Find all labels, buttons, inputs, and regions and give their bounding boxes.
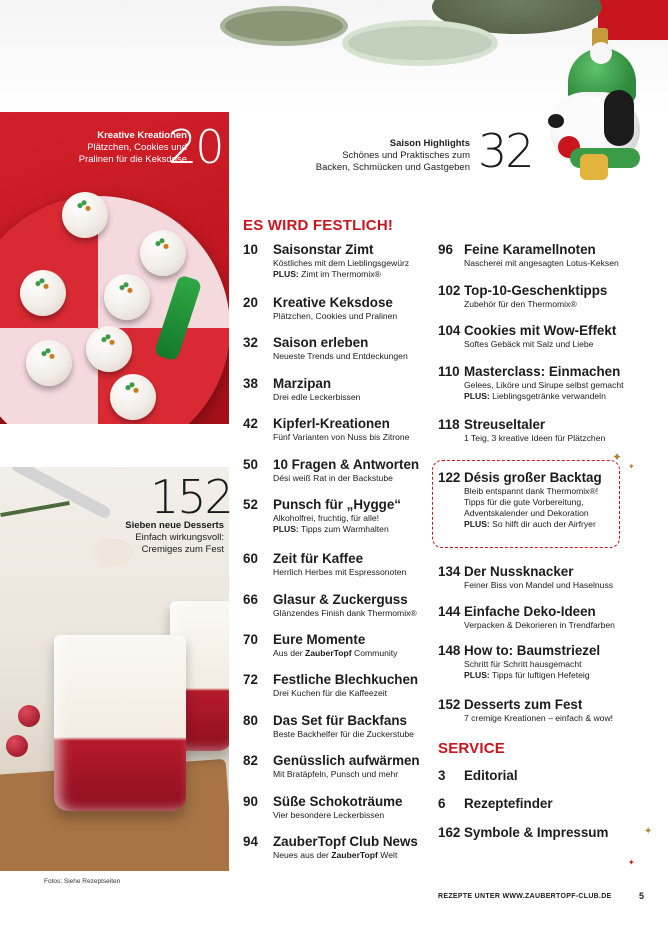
toc-text: Lieblingsgetränke verwandeln	[489, 391, 606, 401]
toc-entry-title: Saisonstar Zimt	[273, 242, 374, 257]
toc-text: Nascherei mit angesagten Lotus-Keksen	[464, 258, 619, 268]
toc-entry-description	[243, 567, 443, 578]
toc-page-number: 162	[438, 825, 461, 840]
toc-emphasis: ZauberTopf	[305, 648, 352, 658]
toc-entry-description	[243, 269, 443, 280]
toc-text: Tipps für luftigen Hefeteig	[489, 670, 590, 680]
toc-text: Drei edle Leckerbissen	[273, 392, 361, 402]
toc-entry-heading	[438, 825, 638, 841]
toc-page-number: 90	[243, 794, 258, 809]
toc-text: Alkoholfrei, fruchtig, für alle!	[273, 513, 380, 523]
toc-entry-description	[243, 688, 443, 699]
toc-text: 1 Teig, 3 kreative Ideen für Plätzchen	[464, 433, 606, 443]
toc-entry[interactable]	[438, 364, 638, 402]
photo-caption	[120, 520, 224, 556]
dessert-page-number[interactable]: 152	[150, 470, 232, 524]
toc-page-number: 122	[438, 470, 461, 485]
toc-entry-title: Glasur & Zuckerguss	[273, 592, 408, 607]
caption-line: Plätzchen, Cookies und	[87, 142, 187, 153]
toc-entry-description	[243, 258, 443, 269]
star-icon: ✦	[644, 826, 653, 837]
toc-page-number: 110	[438, 364, 460, 379]
toc-entry-title: Kreative Keksdose	[273, 295, 393, 310]
toc-text: Beste Backhelfer für die Zuckerstube	[273, 729, 414, 739]
toc-entry-description	[438, 659, 638, 670]
photo-page-number[interactable]: 20	[168, 120, 223, 174]
green-bowl-image	[220, 6, 348, 46]
toc-entry-heading	[438, 283, 638, 299]
cherry-image	[18, 705, 40, 727]
toc-emphasis: PLUS:	[273, 269, 299, 279]
toc-text: Bleib entspannt dank Thermomix®!	[464, 486, 599, 496]
section-title: SERVICE	[438, 740, 505, 757]
toc-entry[interactable]	[438, 643, 638, 681]
toc-entry-title: Festliche Blechkuchen	[273, 672, 419, 687]
mint-bowl-image	[342, 20, 498, 66]
toc-entry-description	[438, 391, 638, 402]
toc-text: Fünf Varianten von Nuss bis Zitrone	[273, 432, 410, 442]
toc-entry[interactable]	[438, 768, 638, 784]
toc-entry-title: Masterclass: Einmachen	[464, 364, 621, 379]
toc-page-number: 102	[438, 283, 461, 298]
toc-page-number: 6	[438, 796, 446, 811]
toc-entry-heading	[243, 242, 443, 258]
toc-entry[interactable]	[243, 713, 443, 740]
toc-entry[interactable]	[243, 295, 443, 322]
toc-entry[interactable]	[243, 376, 443, 403]
toc-text: Softes Gebäck mit Salz und Liebe	[464, 339, 594, 349]
toc-entry-heading	[438, 768, 638, 784]
toc-entry-description	[243, 648, 443, 659]
toc-text: Drei Kuchen für die Kaffeezeit	[273, 688, 388, 698]
toc-entry-heading	[438, 417, 638, 433]
toc-entry-title: Saison erleben	[273, 335, 369, 350]
toc-entry[interactable]	[438, 796, 638, 812]
toc-entry-heading	[438, 564, 638, 580]
toc-page-number: 70	[243, 632, 258, 647]
toc-page-number: 38	[243, 376, 258, 391]
toc-entry[interactable]	[243, 672, 443, 699]
toc-text: Community	[351, 648, 398, 658]
toc-entry-description	[438, 299, 638, 310]
toc-entry-title: Feine Karamellnoten	[464, 242, 596, 257]
toc-page-number: 152	[438, 697, 461, 712]
caption-line: Pralinen für die Keksdose	[78, 154, 187, 165]
toc-text: Zubehör für den Thermomix®	[464, 299, 577, 309]
toc-entry[interactable]	[243, 753, 443, 780]
praline-image	[86, 326, 132, 372]
praline-image	[20, 270, 66, 316]
toc-entry-heading	[438, 643, 638, 659]
toc-text: Gelees, Liköre und Sirupe selbst gemacht	[464, 380, 624, 390]
toc-entry-heading	[243, 376, 443, 392]
toc-entry[interactable]	[243, 632, 443, 659]
toc-page-number: 148	[438, 643, 461, 658]
star-icon: ✦	[628, 462, 635, 471]
toc-emphasis: PLUS:	[464, 519, 490, 529]
toc-entry-description	[243, 432, 443, 443]
toc-entry-description	[243, 473, 443, 484]
toc-entry-heading	[243, 713, 443, 729]
snoopy-ornament-image	[530, 28, 658, 186]
toc-text: Plätzchen, Cookies und Pralinen	[273, 311, 398, 321]
toc-text: Köstliches mit dem Lieblingsgewürz	[273, 258, 410, 268]
toc-page-number: 50	[243, 457, 258, 472]
toc-entry-title: Einfache Deko-Ideen	[464, 604, 596, 619]
toc-text: Neueste Trends und Entdeckungen	[273, 351, 408, 361]
toc-entry[interactable]	[243, 834, 443, 861]
toc-emphasis: ZauberTopf	[331, 850, 378, 860]
toc-text: Glänzendes Finish dank Thermomix®	[273, 608, 417, 618]
page-number: 5	[639, 891, 645, 901]
toc-page-number: 72	[243, 672, 258, 687]
toc-entry[interactable]	[243, 242, 443, 280]
caption-line: Backen, Schmücken und Gastgeben	[315, 162, 470, 173]
toc-entry-heading	[438, 604, 638, 620]
toc-entry-title: Eure Momente	[273, 632, 366, 647]
toc-entry-heading	[243, 794, 443, 810]
toc-page-number: 80	[243, 713, 258, 728]
toc-entry-title: Top-10-Geschenktipps	[464, 283, 608, 298]
toc-entry-description	[438, 258, 638, 269]
toc-text: Aus der	[273, 648, 306, 658]
footer-url[interactable]: REZEPTE UNTER WWW.ZAUBERTOPF-CLUB.DE	[438, 893, 612, 900]
fir-branch-image	[0, 501, 70, 517]
toc-text: Welt	[377, 850, 398, 860]
cherry-image	[6, 735, 28, 757]
toc-entry[interactable]	[243, 457, 443, 484]
star-icon: ✦	[612, 450, 623, 464]
toc-entry-description	[438, 620, 638, 631]
toc-entry-heading	[243, 295, 443, 311]
toc-entry[interactable]	[438, 283, 638, 310]
toc-entry-heading	[243, 753, 443, 769]
toc-entry[interactable]	[438, 825, 638, 841]
toc-entry-heading	[243, 632, 443, 648]
caption-line: Schönes und Praktisches zum	[342, 150, 470, 161]
caption-line: Cremiges zum Fest	[141, 544, 224, 555]
toc-entry-description	[243, 513, 443, 524]
toc-entry-heading	[243, 672, 443, 688]
toc-entry-heading	[438, 364, 638, 380]
toc-page-number: 104	[438, 323, 461, 338]
toc-page-number: 82	[243, 753, 258, 768]
photo-credit: Fotos: Siehe Rezeptseiten	[44, 878, 121, 885]
toc-entry-title: Genüsslich aufwärmen	[273, 753, 420, 768]
caption-title: Kreative Kreationen	[97, 130, 187, 141]
toc-text: Tipps zum Warmhalten	[298, 524, 389, 534]
toc-page-number: 60	[243, 551, 258, 566]
toc-entry-title: ZauberTopf Club News	[273, 834, 418, 849]
toc-entry-heading	[243, 457, 443, 473]
toc-entry[interactable]	[243, 497, 443, 535]
toc-text: Tipps für die gute Vorbereitung,	[464, 497, 584, 507]
toc-entry[interactable]	[438, 417, 638, 444]
toc-emphasis: PLUS:	[464, 391, 490, 401]
toc-entry[interactable]	[243, 551, 443, 578]
toc-text: Schritt für Schritt hausgemacht	[464, 659, 582, 669]
toc-entry-heading	[243, 497, 443, 513]
toc-page-number: 32	[243, 335, 258, 350]
dessert-glass-image	[54, 635, 186, 811]
toc-text: Zimt im Thermomix®	[298, 269, 381, 279]
toc-entry-heading	[243, 335, 443, 351]
toc-page-number: 3	[438, 768, 446, 783]
toc-text: Dési weiß Rat in der Backstube	[273, 473, 393, 483]
toc-page-number: 94	[243, 834, 258, 849]
toc-text: Herrlich Herbes mit Espressonoten	[273, 567, 407, 577]
toc-entry-heading	[438, 323, 638, 339]
toc-entry-heading	[438, 242, 638, 258]
toc-entry-title: 10 Fragen & Antworten	[273, 457, 420, 472]
toc-text: Mit Bratäpfeln, Punsch und mehr	[273, 769, 399, 779]
saison-highlights-caption	[300, 138, 470, 174]
toc-page-number: 20	[243, 295, 258, 310]
toc-entry[interactable]	[438, 242, 638, 269]
star-icon: ✦	[628, 858, 635, 867]
toc-page-number: 52	[243, 497, 258, 512]
toc-entry-heading	[243, 834, 443, 850]
toc-entry-description	[243, 729, 443, 740]
toc-entry[interactable]	[243, 592, 443, 619]
cookie-plate-photo	[0, 112, 229, 424]
toc-entry-description	[438, 339, 638, 350]
toc-entry-title: Cookies mit Wow-Effekt	[464, 323, 617, 338]
caption-line: Einfach wirkungsvoll:	[135, 532, 224, 543]
toc-page-number: 134	[438, 564, 461, 579]
toc-text: Vier besondere Leckerbissen	[273, 810, 385, 820]
toc-entry-title: How to: Baumstriezel	[464, 643, 601, 658]
toc-entry-title: Das Set für Backfans	[273, 713, 407, 728]
toc-entry-title: Symbole & Impressum	[464, 825, 609, 840]
toc-entry-title: Désis großer Backtag	[464, 470, 602, 485]
praline-image	[110, 374, 156, 420]
highlight-dashed-box	[432, 460, 620, 548]
toc-entry-title: Rezeptefinder	[464, 796, 553, 811]
toc-entry-description	[438, 580, 638, 591]
toc-entry-title: Zeit für Kaffee	[273, 551, 364, 566]
toc-text: Neues aus der	[273, 850, 332, 860]
toc-entry-description	[243, 608, 443, 619]
praline-image	[62, 192, 108, 238]
toc-page-number: 42	[243, 416, 258, 431]
toc-entry[interactable]	[438, 604, 638, 631]
toc-page-number: 96	[438, 242, 453, 257]
caption-title: Saison Highlights	[389, 138, 470, 149]
toc-page-number: 144	[438, 604, 461, 619]
toc-entry[interactable]	[438, 564, 638, 591]
toc-emphasis: PLUS:	[464, 670, 490, 680]
praline-image	[26, 340, 72, 386]
toc-entry-description	[438, 433, 638, 444]
toc-page-number: 10	[243, 242, 258, 257]
toc-entry-heading	[243, 592, 443, 608]
toc-entry-description	[438, 380, 638, 391]
praline-image	[140, 230, 186, 276]
toc-text: Verpacken & Dekorieren in Trendfarben	[464, 620, 615, 630]
toc-entry-title: Kipferl-Kreationen	[273, 416, 390, 431]
toc-entry-heading	[243, 416, 443, 432]
toc-entry[interactable]	[243, 335, 443, 362]
toc-text: Adventskalender und Dekoration	[464, 508, 589, 518]
toc-entry-description	[438, 670, 638, 681]
toc-entry-description	[243, 524, 443, 535]
toc-entry-heading	[438, 697, 638, 713]
section-title: ES WIRD FESTLICH!	[243, 217, 394, 234]
toc-entry[interactable]	[438, 323, 638, 350]
toc-entry-title: Desserts zum Fest	[464, 697, 583, 712]
toc-entry-title: Punsch für „Hygge“	[273, 497, 401, 512]
toc-text: Feiner Biss von Mandel und Haselnuss	[464, 580, 614, 590]
toc-entry-description	[243, 311, 443, 322]
toc-entry-description	[243, 351, 443, 362]
photo-caption	[7, 130, 187, 166]
toc-entry-description	[243, 810, 443, 821]
toc-text: So hilft dir auch der Airfryer	[489, 519, 596, 529]
toc-entry[interactable]	[243, 416, 443, 443]
toc-entry-heading	[438, 796, 638, 812]
toc-entry-title: Der Nussknacker	[464, 564, 574, 579]
toc-entry-title: Süße Schokoträume	[273, 794, 403, 809]
toc-entry-description	[243, 850, 443, 861]
toc-emphasis: PLUS:	[273, 524, 299, 534]
toc-entry[interactable]	[438, 697, 638, 724]
toc-entry-description	[438, 713, 638, 724]
toc-page-number: 118	[438, 417, 460, 432]
toc-entry-description	[243, 769, 443, 780]
toc-text: 7 cremige Kreationen – einfach & wow!	[464, 713, 614, 723]
toc-entry-title: Editorial	[464, 768, 518, 783]
praline-image	[104, 274, 150, 320]
toc-entry-heading	[243, 551, 443, 567]
toc-entry[interactable]	[243, 794, 443, 821]
toc-page-number: 66	[243, 592, 258, 607]
caption-title: Sieben neue Desserts	[125, 520, 224, 531]
toc-entry-description	[243, 392, 443, 403]
toc-entry-title: Streuseltaler	[464, 417, 546, 432]
saison-highlights-page-number[interactable]: 32	[478, 124, 533, 178]
toc-entry-title: Marzipan	[273, 376, 332, 391]
